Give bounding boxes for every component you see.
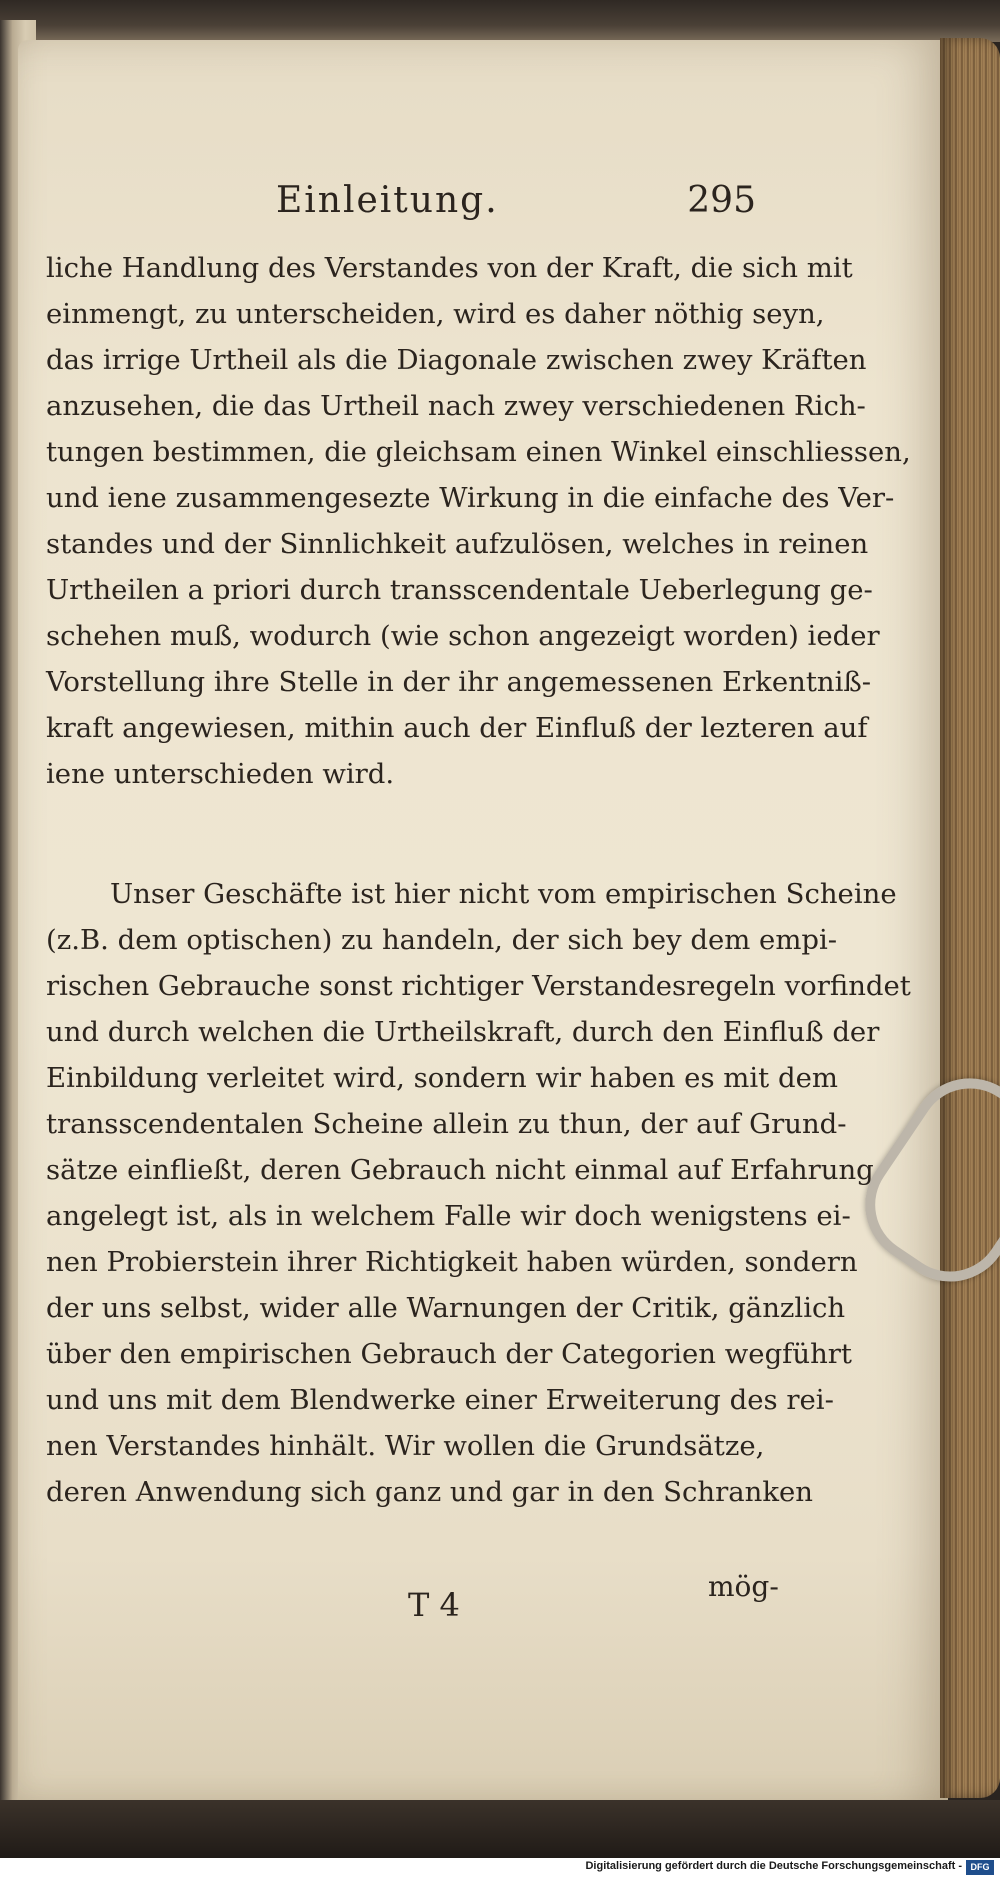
dfg-logo: DFG [966, 1860, 994, 1875]
text-line: über den empirischen Gebrauch der Categorien wegführt [46, 1338, 852, 1370]
text-line: transscendentalen Scheine allein zu thun, der auf Grund- [46, 1108, 847, 1140]
text-line: angelegt ist, als in welchem Falle wir doch wenigstens ei- [46, 1200, 851, 1232]
text-line: kraft angewiesen, mithin auch der Einfluß der lezteren auf [46, 712, 868, 744]
text-line: und durch welchen die Urtheilskraft, durch den Einfluß der [46, 1016, 880, 1048]
text-line: tungen bestimmen, die gleichsam einen Winkel einschliessen, [46, 436, 911, 468]
text-line: sätze einfließt, deren Gebrauch nicht einmal auf Erfahrung [46, 1154, 874, 1186]
text-line: standes und der Sinnlichkeit aufzulösen, welches in reinen [46, 528, 869, 560]
text-line: schehen muß, wodurch (wie schon angezeigt worden) ieder [46, 620, 880, 652]
text-line: (z.B. dem optischen) zu handeln, der sich bey dem empi- [46, 924, 838, 956]
book-cover-top [0, 0, 1000, 42]
running-head [44, 180, 756, 230]
text-line: einmengt, zu unterscheiden, wird es daher nöthig seyn, [46, 298, 825, 330]
digitization-credit: Digitalisierung gefördert durch die Deutsche Forschungsgemeinschaft - [585, 1860, 962, 1872]
text-line: rischen Gebrauche sonst richtiger Verstandesregeln vorfindet [46, 970, 911, 1002]
book-cover-bottom [0, 1800, 1000, 1860]
catchword: mög- [708, 1570, 779, 1603]
text-line: Einbildung verleitet wird, sondern wir haben es mit dem [46, 1062, 838, 1094]
text-line: das irrige Urtheil als die Diagonale zwischen zwey Kräften [46, 344, 867, 376]
text-line: Urtheilen a priori durch transscendentale Ueberlegung ge- [46, 574, 873, 606]
text-line: und iene zusammengesezte Wirkung in die einfache des Ver- [46, 482, 895, 514]
text-line: Unser Geschäfte ist hier nicht vom empirischen Scheine [110, 878, 897, 910]
signature-mark: T 4 [408, 1586, 460, 1624]
text-line: deren Anwendung sich ganz und gar in den Schranken [46, 1476, 814, 1508]
text-line: iene unterschieden wird. [46, 758, 395, 790]
text-line: anzusehen, die das Urtheil nach zwey verschiedenen Rich- [46, 390, 866, 422]
page-number: 295 [687, 180, 756, 221]
running-title: Einleitung. [276, 180, 499, 221]
text-line: nen Verstandes hinhält. Wir wollen die Grundsätze, [46, 1430, 765, 1462]
text-line: nen Probierstein ihrer Richtigkeit haben würden, sondern [46, 1246, 858, 1278]
text-line: liche Handlung des Verstandes von der Kraft, die sich mit [46, 252, 853, 284]
page-edges-stack [940, 38, 1000, 1798]
text-line: der uns selbst, wider alle Warnungen der Critik, gänzlich [46, 1292, 846, 1324]
text-line: Vorstellung ihre Stelle in der ihr angemessenen Erkentniß- [46, 666, 872, 698]
text-line: und uns mit dem Blendwerke einer Erweiterung des rei- [46, 1384, 834, 1416]
